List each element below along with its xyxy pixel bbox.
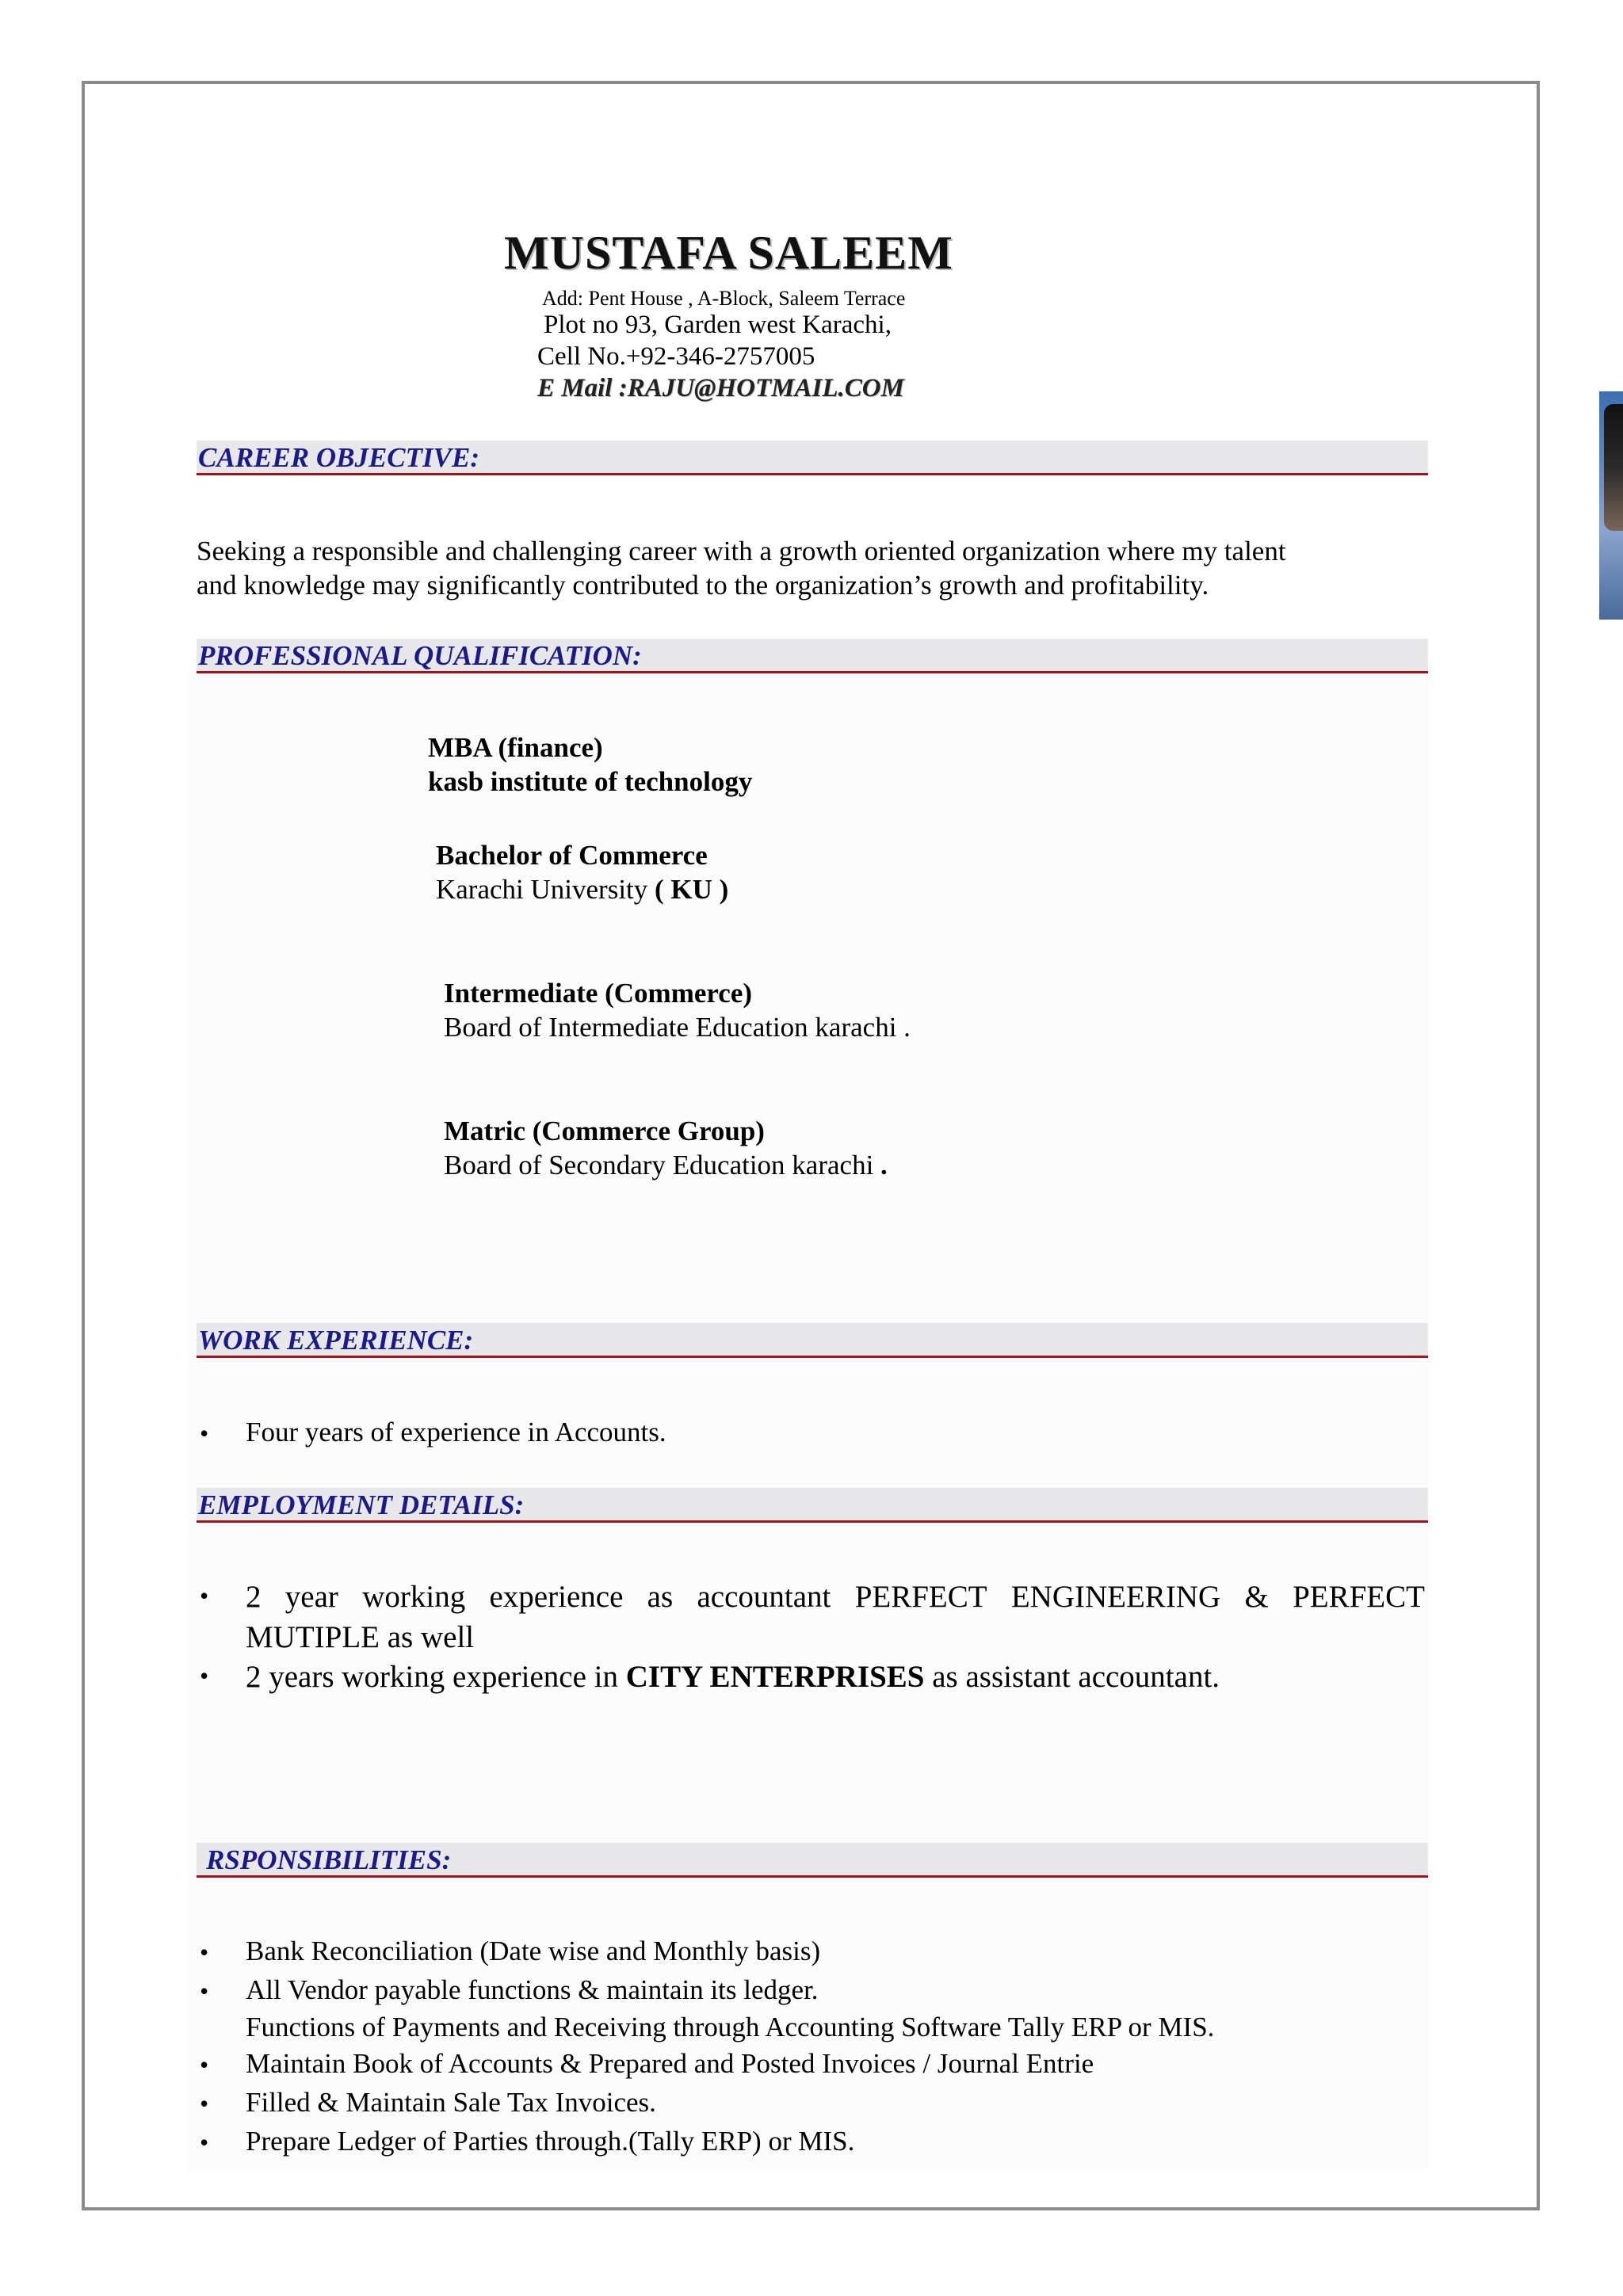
objective-line-2: and knowledge may significantly contributed to the organization’s growth and profitability. [197, 570, 1209, 601]
bullet-icon: • [200, 1977, 209, 2005]
address-line-2: Plot no 93, Garden west Karachi, [544, 311, 892, 339]
company-name: CITY ENTERPRISES [625, 1660, 925, 1694]
section-title: EMPLOYMENT DETAILS: [198, 1489, 525, 1520]
section-header-career-objective [197, 441, 1428, 475]
list-item: Four years of experience in Accounts. [246, 1417, 666, 1447]
bullet-icon: • [200, 2050, 209, 2079]
section-header-responsibilities [197, 1843, 1428, 1878]
bullet-icon: • [200, 1661, 209, 1690]
qualification-degree: Bachelor of Commerce [436, 840, 708, 871]
bullet-icon: • [200, 1938, 209, 1966]
qualification-institute: Board of Intermediate Education karachi . [444, 1012, 911, 1043]
cell-number: Cell No.+92-346-2757005 [537, 342, 815, 371]
employment-item-1-line-2: MUTIPLE as well [246, 1620, 475, 1654]
qualification-degree: MBA (finance) [428, 732, 603, 763]
section-title: WORK EXPERIENCE: [198, 1325, 474, 1356]
section-title: CAREER OBJECTIVE: [198, 442, 479, 473]
candidate-name: MUSTAFA SALEEM [504, 227, 953, 279]
qualification-institute: Board of Secondary Education karachi . [444, 1150, 888, 1180]
qualification-institute: kasb institute of technology [428, 766, 753, 797]
profile-photo-head [1604, 404, 1623, 531]
list-item: Maintain Book of Accounts & Prepared and Posted Invoices / Journal Entrie [246, 2048, 1094, 2079]
institute-period: . [880, 1150, 888, 1180]
section-header-work-experience [197, 1323, 1428, 1358]
list-item: All Vendor payable functions & maintain its ledger. [246, 1974, 819, 2005]
section-title: RSPONSIBILITIES: [206, 1844, 452, 1875]
section-header-employment [197, 1488, 1428, 1523]
list-item-continuation: Functions of Payments and Receiving through Accounting Software Tally ERP or MIS. [246, 2012, 1215, 2042]
institute-abbreviation: ( KU ) [655, 874, 729, 905]
bullet-icon: • [200, 1419, 209, 1447]
bullet-icon: • [200, 1581, 209, 1610]
employment-item-1-line-1: 2 year working experience as accountant PERFECT ENGINEERING & PERFECT [246, 1580, 1425, 1614]
qualification-degree: Intermediate (Commerce) [444, 978, 753, 1009]
address-line-1: Add: Pent House , A-Block, Saleem Terrace [542, 287, 906, 310]
list-item: Bank Reconciliation (Date wise and Monthly basis) [246, 1936, 821, 1966]
section-title: PROFESSIONAL QUALIFICATION: [198, 640, 642, 671]
objective-line-1: Seeking a responsible and challenging career with a growth oriented organization where my talent [197, 536, 1286, 566]
bullet-icon: • [200, 2089, 209, 2118]
list-item: Filled & Maintain Sale Tax Invoices. [246, 2087, 656, 2118]
qualification-degree: Matric (Commerce Group) [444, 1116, 765, 1146]
employment-item-2: 2 years working experience in CITY ENTERPRISES as assistant accountant. [246, 1660, 1220, 1694]
list-item: Prepare Ledger of Parties through.(Tally ERP) or MIS. [246, 2126, 855, 2157]
email-address: E Mail :RAJU@HOTMAIL.COM [537, 374, 904, 402]
bullet-icon: • [200, 2128, 209, 2157]
section-header-qualification [197, 639, 1428, 673]
qualification-institute: Karachi University ( KU ) [436, 874, 729, 905]
